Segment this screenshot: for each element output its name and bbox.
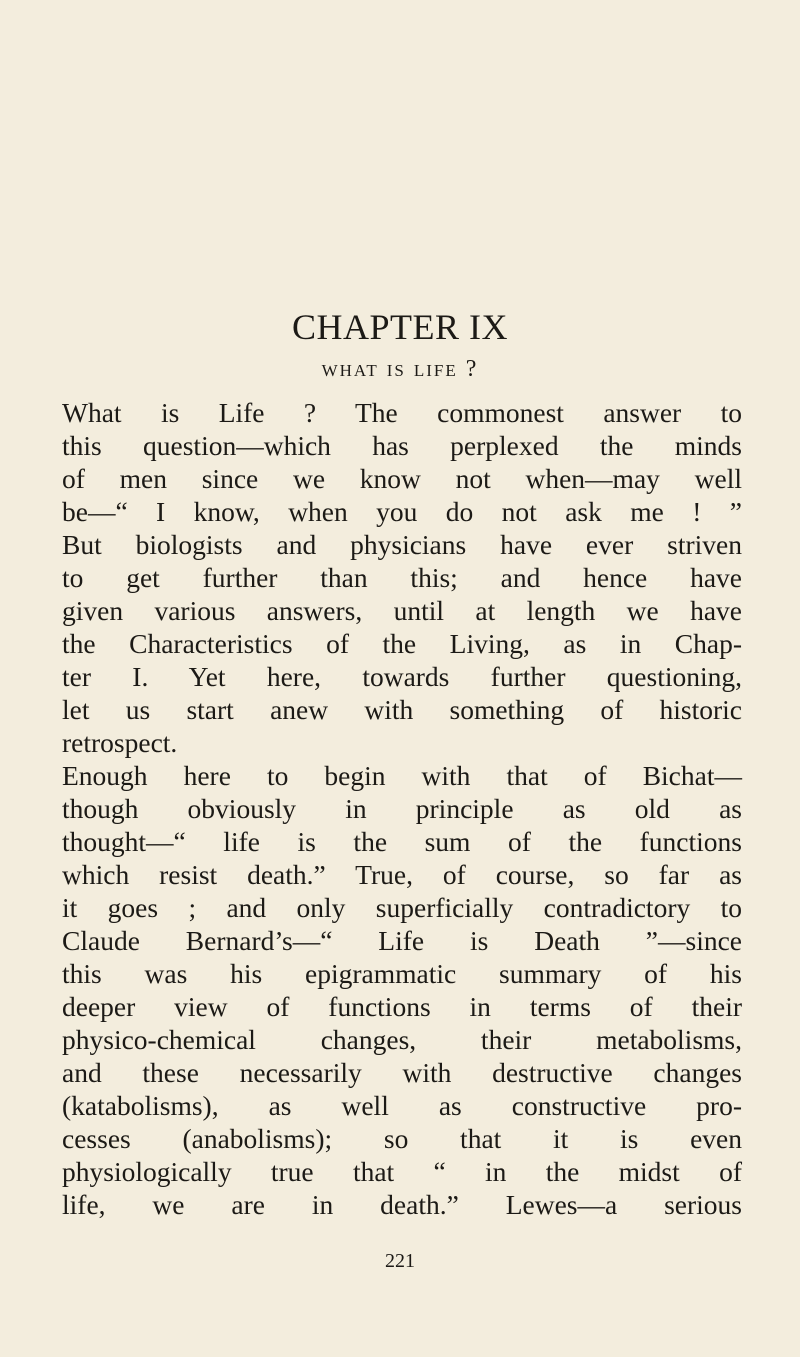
text-line: to get further than this; and hence have (62, 562, 742, 593)
text-line: physiologically true that “ in the midst of (62, 1156, 742, 1187)
text-line: this was his epigrammatic summary of his (62, 958, 742, 989)
body-text (62, 396, 742, 1221)
text-line: life, we are in death.” Lewes—a serious (62, 1189, 742, 1220)
text-line: thought—“ life is the sum of the functions (62, 826, 742, 857)
text-line: retrospect. (62, 727, 178, 758)
text-line: it goes ; and only superficially contradictory to (62, 892, 742, 923)
text-line: this question—which has perplexed the minds (62, 430, 742, 461)
text-line: though obviously in principle as old as (62, 793, 742, 824)
text-line: Claude Bernard’s—“ Life is Death ”—since (62, 925, 742, 956)
text-line: given various answers, until at length we have (62, 595, 742, 626)
text-line: What is Life ? The commonest answer to (62, 397, 742, 428)
text-line: physico-chemical changes, their metabolisms, (62, 1024, 742, 1055)
text-line: the Characteristics of the Living, as in Chap- (62, 628, 742, 659)
text-line: and these necessarily with destructive changes (62, 1057, 742, 1088)
text-line: which resist death.” True, of course, so far as (62, 859, 742, 890)
text-line: (katabolisms), as well as constructive pro- (62, 1090, 742, 1121)
text-line: Enough here to begin with that of Bichat— (62, 760, 742, 791)
text-line: be—“ I know, when you do not ask me ! ” (62, 496, 742, 527)
text-line: ter I. Yet here, towards further questioning, (62, 661, 742, 692)
chapter-subtitle: what is life ? (321, 356, 479, 382)
text-line: But biologists and physicians have ever striven (62, 529, 742, 560)
text-line: of men since we know not when—may well (62, 463, 742, 494)
text-line: let us start anew with something of historic (62, 694, 742, 725)
page-number: 221 (385, 1250, 415, 1272)
text-line: deeper view of functions in terms of their (62, 991, 742, 1022)
chapter-title: CHAPTER IX (291, 307, 508, 347)
text-line: cesses (anabolisms); so that it is even (62, 1123, 742, 1154)
